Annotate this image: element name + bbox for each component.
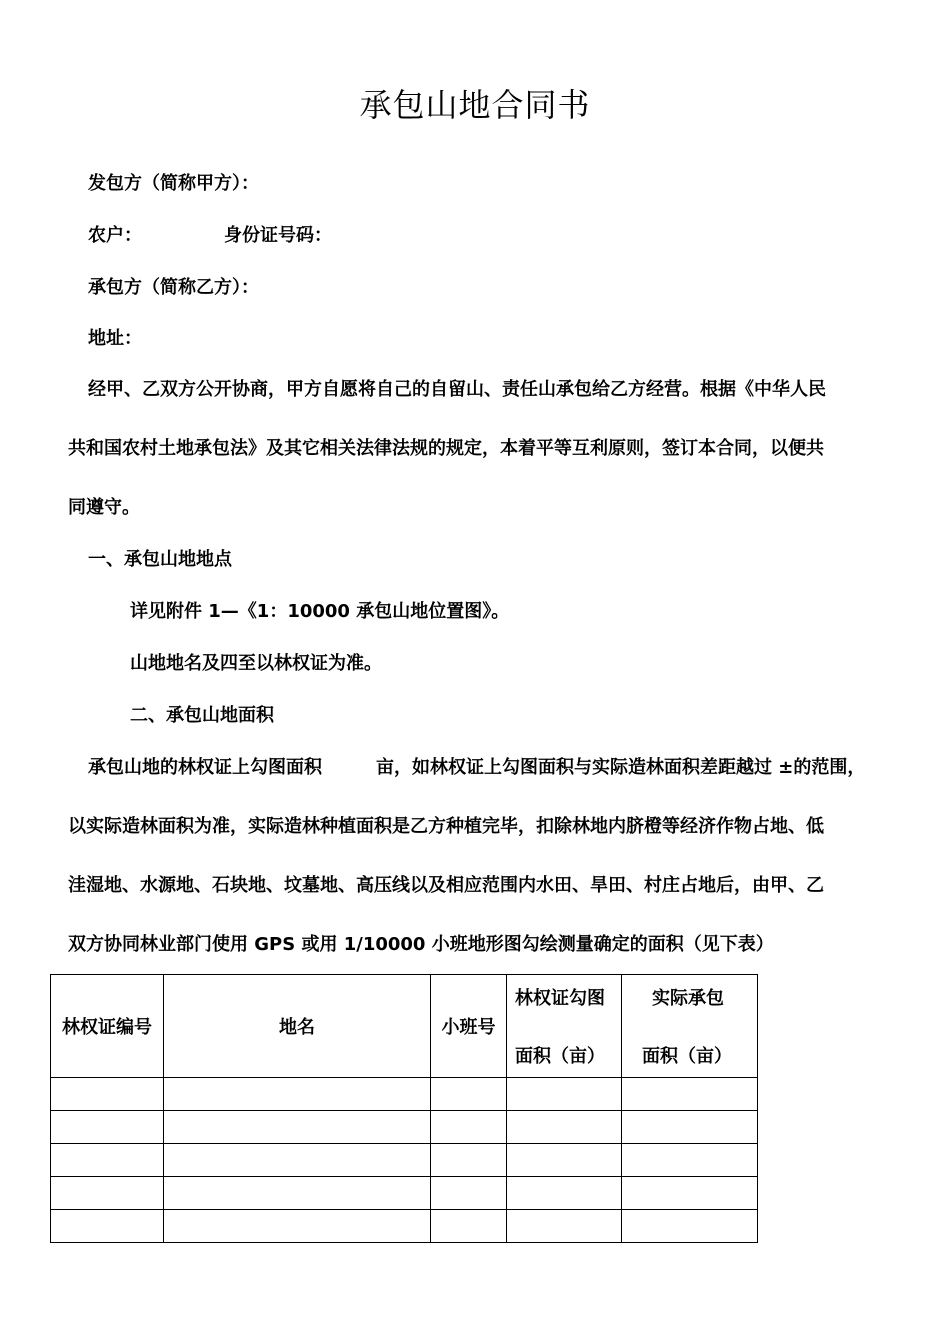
header-actual-area-line2: 面积（亩）: [642, 1046, 732, 1067]
header-cert-area-line1: 林权证勾图: [515, 988, 605, 1009]
header-actual-area-line1: 实际承包: [652, 988, 724, 1009]
table-row: [51, 1111, 758, 1144]
table-cell[interactable]: [507, 1210, 622, 1243]
section-1-line-1: 详见附件 1—《1：10000 承包山地位置图》。: [130, 601, 510, 622]
table-row: [51, 1144, 758, 1177]
table-cell[interactable]: [164, 1078, 431, 1111]
table-cell[interactable]: [51, 1144, 164, 1177]
table-header-row: [51, 975, 758, 1078]
table-cell[interactable]: [51, 1111, 164, 1144]
table-cell[interactable]: [622, 1144, 758, 1177]
table-cell[interactable]: [51, 1078, 164, 1111]
page-title: 承包山地合同书: [359, 86, 591, 124]
table-cell[interactable]: [164, 1177, 431, 1210]
table-cell[interactable]: [622, 1210, 758, 1243]
table-cell[interactable]: [622, 1111, 758, 1144]
section-2-line-2: 以实际造林面积为准，实际造林种植面积是乙方种植完毕，扣除林地内脐橙等经济作物占地、低: [68, 816, 824, 837]
header-actual-area: [622, 975, 758, 1078]
table-cell[interactable]: [431, 1177, 507, 1210]
section-2-line-4: 双方协同林业部门使用 GPS 或用 1/10000 小班地形图勾绘测量确定的面积（见下表）: [68, 934, 774, 955]
table-cell[interactable]: [507, 1111, 622, 1144]
section-2-line-1b: 亩，如林权证上勾图面积与实际造林面积差距越过 ±的范围，: [376, 757, 866, 778]
section-1-heading: 一、承包山地地点: [88, 549, 232, 570]
section-2-line-3: 洼湿地、水源地、石块地、坟墓地、高压线以及相应范围内水田、旱田、村庄占地后，由甲、乙: [68, 875, 824, 896]
table-cell[interactable]: [431, 1210, 507, 1243]
table-row: [51, 1177, 758, 1210]
table-cell[interactable]: [507, 1177, 622, 1210]
intro-line-3: 同遵守。: [68, 497, 140, 518]
header-sub-compartment: 小班号: [431, 975, 507, 1078]
intro-line-1: 经甲、乙双方公开协商，甲方自愿将自己的自留山、责任山承包给乙方经营。根据《中华人民: [88, 379, 826, 400]
table-cell[interactable]: [622, 1177, 758, 1210]
party-b-label: 承包方（简称乙方）：: [88, 277, 259, 298]
section-1-line-2: 山地地名及四至以林权证为准。: [130, 653, 382, 674]
intro-line-2: 共和国农村土地承包法》及其它相关法律法规的规定，本着平等互利原则，签订本合同，以便共: [68, 438, 824, 459]
table-row: [51, 1210, 758, 1243]
table-cell[interactable]: [431, 1144, 507, 1177]
farmer-label: 农户：: [88, 225, 142, 246]
forest-area-table: [50, 974, 758, 1243]
table-cell[interactable]: [507, 1078, 622, 1111]
header-cert-area-line2: 面积（亩）: [515, 1046, 605, 1067]
table-row: [51, 1078, 758, 1111]
table-cell[interactable]: [431, 1111, 507, 1144]
section-2-line-1a: 承包山地的林权证上勾图面积: [88, 757, 322, 778]
table-cell[interactable]: [507, 1144, 622, 1177]
id-number-label: 身份证号码：: [224, 225, 332, 246]
header-place-name: 地名: [164, 975, 431, 1078]
table-cell[interactable]: [51, 1210, 164, 1243]
table-cell[interactable]: [51, 1177, 164, 1210]
party-a-label: 发包方（简称甲方）：: [88, 173, 259, 194]
table-cell[interactable]: [164, 1210, 431, 1243]
table-cell[interactable]: [164, 1111, 431, 1144]
header-cert-area: [507, 975, 622, 1078]
table-cell[interactable]: [164, 1144, 431, 1177]
section-2-heading: 二、承包山地面积: [130, 705, 274, 726]
header-cert-no: 林权证编号: [51, 975, 164, 1078]
table-cell[interactable]: [431, 1078, 507, 1111]
address-label: 地址：: [88, 328, 142, 349]
table-cell[interactable]: [622, 1078, 758, 1111]
